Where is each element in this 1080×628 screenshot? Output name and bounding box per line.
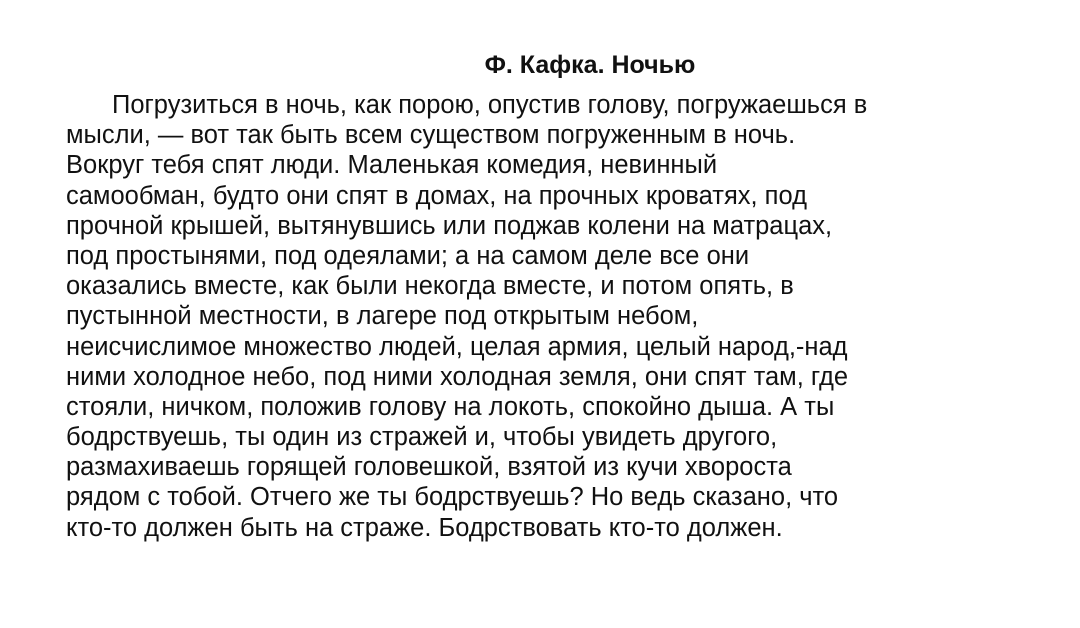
text-line: кто-то должен быть на страже. Бодрствовать кто-то должен. bbox=[66, 513, 783, 542]
text-line: пустынной местности, в лагере под открытым небом, bbox=[66, 302, 699, 331]
text-line: самообман, будто они спят в домах, на прочных кроватях, под bbox=[66, 181, 807, 210]
text-line: бодрствуешь, ты один из стражей и, чтобы увидеть другого, bbox=[66, 423, 778, 452]
text-line: Вокруг тебя спят люди. Маленькая комедия, невинный bbox=[66, 151, 718, 180]
document-title: Ф. Кафка. Ночью bbox=[484, 51, 696, 79]
text-line: мысли, — вот так быть всем существом погруженным в ночь. bbox=[66, 121, 796, 150]
text-line: размахиваешь горящей головешкой, взятой из кучи хвороста bbox=[66, 453, 792, 482]
text-line: неисчислимое множество людей, целая армия, целый народ,-над bbox=[66, 332, 848, 361]
text-line: рядом с тобой. Отчего же ты бодрствуешь? Но ведь сказано, что bbox=[66, 483, 839, 512]
text-line: стояли, ничком, положив голову на локоть, спокойно дыша. А ты bbox=[66, 392, 835, 421]
text-line: Погрузиться в ночь, как порою, опустив голову, погружаешься в bbox=[112, 91, 868, 119]
text-line: ними холодное небо, под ними холодная земля, они спят там, где bbox=[66, 362, 849, 391]
text-line: прочной крышей, вытянувшись или поджав колени на матрацах, bbox=[66, 211, 833, 240]
text-line: под простынями, под одеялами; а на самом деле все они bbox=[66, 241, 750, 270]
document-body bbox=[66, 90, 1056, 543]
text-line: оказались вместе, как были некогда вместе, и потом опять, в bbox=[66, 272, 794, 301]
